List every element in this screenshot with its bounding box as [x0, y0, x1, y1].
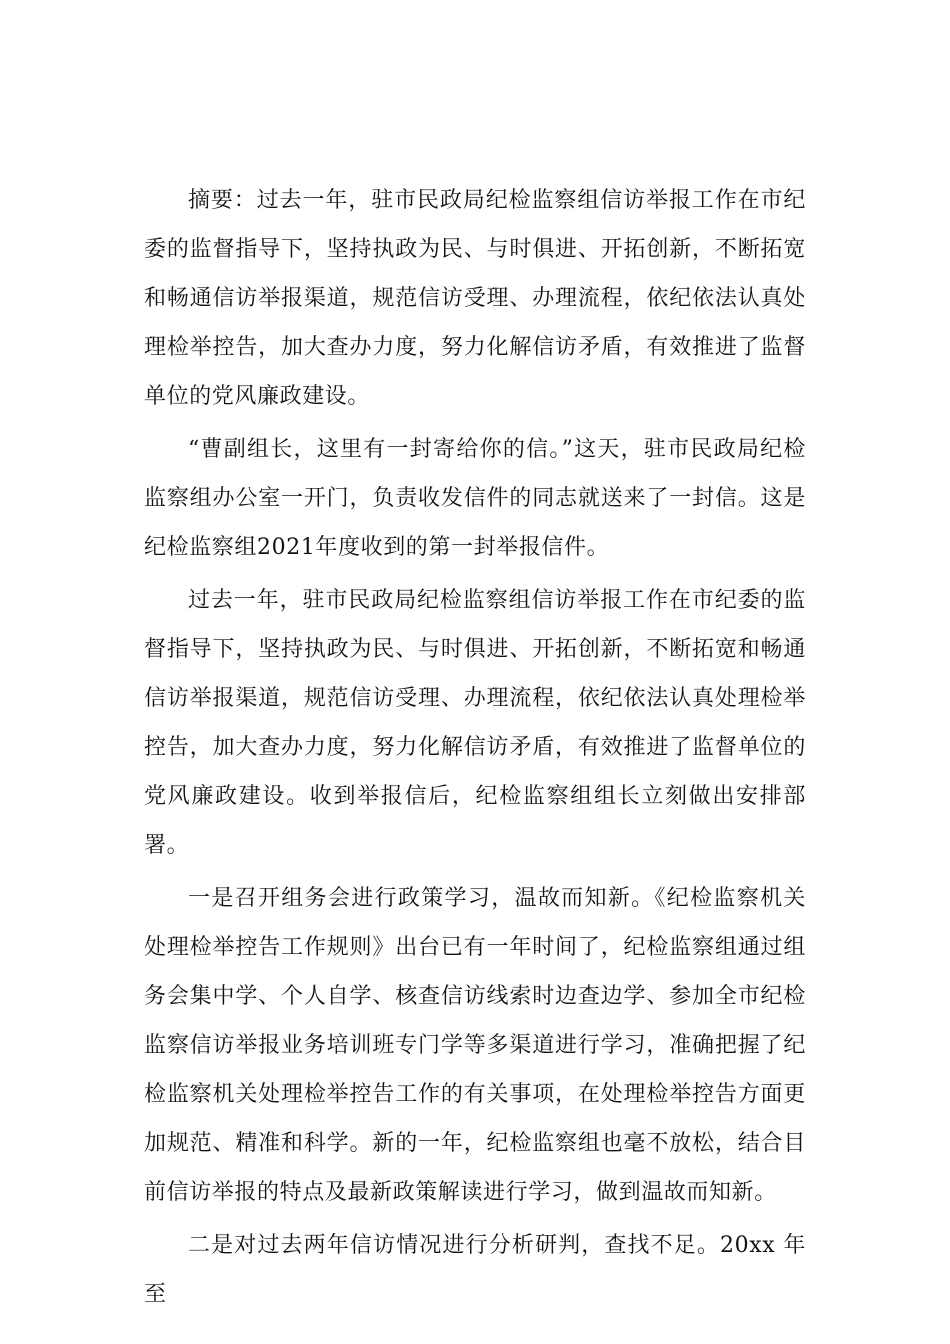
document-body	[144, 176, 806, 1323]
abstract-paragraph: 摘要：过去一年，驻市民政局纪检监察组信访举报工作在市纪委的监督指导下，坚持执政为民、与时俱进、开拓创新，不断拓宽和畅通信访举报渠道，规范信访受理、办理流程，依纪依法认真处理检举控告，加大查办力度，努力化解信访矛盾，有效推进了监督单位的党风廉政建设。	[144, 188, 806, 409]
body-paragraph: 二是对过去两年信访情况进行分析研判，查找不足。20xx 年至	[144, 1233, 806, 1307]
body-paragraph: 一是召开组务会进行政策学习，温故而知新。《纪检监察机关处理检举控告工作规则》出台已有一年时间了，纪检监察组通过组务会集中学、个人自学、核查信访线索时边查边学、参加全市纪检监察信访举报业务培训班专门学等多渠道进行学习，准确把握了纪检监察机关处理检举控告工作的有关事项，在处理检举控告方面更加规范、精准和科学。新的一年，纪检监察组也毫不放松，结合目前信访举报的特点及最新政策解读进行学习，做到温故而知新。	[144, 886, 806, 1205]
body-paragraph: “曹副组长，这里有一封寄给你的信。”这天，驻市民政局纪检监察组办公室一开门，负责收发信件的同志就送来了一封信。这是纪检监察组2021年度收到的第一封举报信件。	[144, 437, 806, 560]
body-paragraph: 过去一年，驻市民政局纪检监察组信访举报工作在市纪委的监督指导下，坚持执政为民、与时俱进、开拓创新，不断拓宽和畅通信访举报渠道，规范信访受理、办理流程，依纪依法认真处理检举控告，加大查办力度，努力化解信访矛盾，有效推进了监督单位的党风廉政建设。收到举报信后，纪检监察组组长立刻做出安排部署。	[144, 588, 806, 858]
